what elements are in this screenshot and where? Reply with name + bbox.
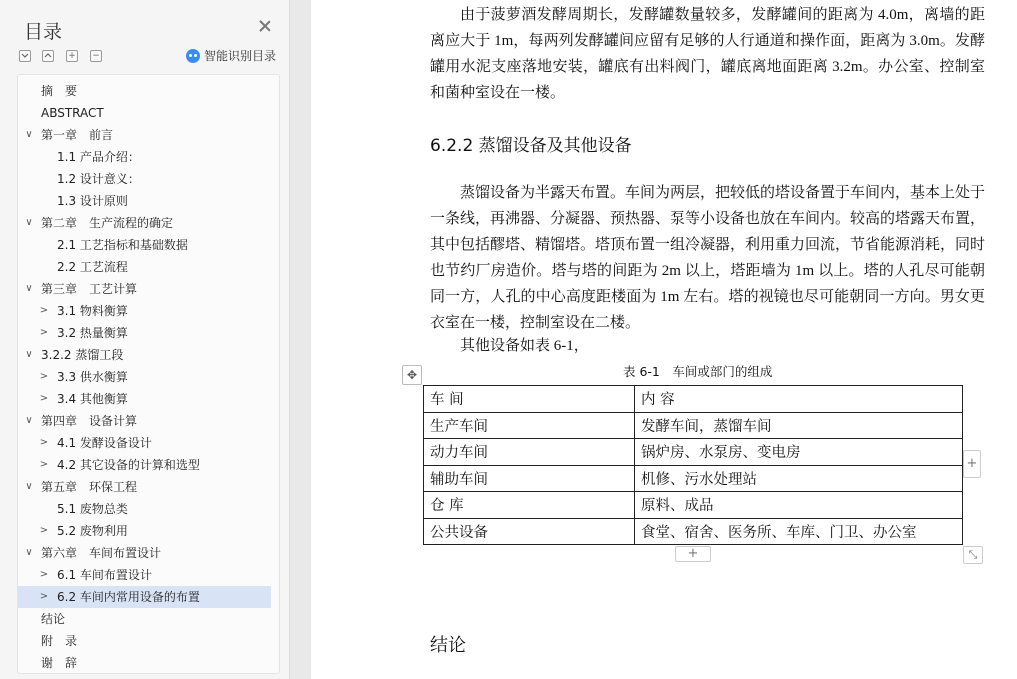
- chevron-right-icon[interactable]: >: [39, 327, 49, 338]
- toc-item[interactable]: [18, 586, 271, 608]
- toc-item-label: 6.2 车间内常用设备的布置: [57, 590, 200, 604]
- toc-item[interactable]: [18, 564, 271, 586]
- toc-item-label: 1.2 设计意义：: [57, 172, 140, 186]
- toc-item[interactable]: [18, 212, 271, 234]
- toc-item[interactable]: [18, 476, 271, 498]
- add-heading-icon[interactable]: +: [66, 50, 78, 62]
- toc-item[interactable]: [18, 630, 271, 652]
- toc-item-label: 3.3 供水衡算: [57, 370, 128, 384]
- chevron-down-icon[interactable]: ∨: [25, 415, 33, 426]
- toc-item-label: 3.1 物料衡算: [57, 304, 128, 318]
- table-cell[interactable]: 动力车间: [424, 439, 635, 466]
- table-caption: 表 6-1 车间或部门的组成: [623, 364, 773, 379]
- table-row: [424, 465, 963, 492]
- toc-item-label: 5.1 废物总类: [57, 502, 128, 516]
- chevron-right-icon[interactable]: >: [39, 437, 49, 448]
- smart-toc-label: 智能识别目录: [204, 49, 277, 63]
- toc-item[interactable]: [18, 498, 271, 520]
- table-cell[interactable]: 公共设备: [424, 518, 635, 545]
- paragraph-distillation: 蒸馏设备为半露天布置。车间为两层，把较低的塔设备置于车间内，基本上处于一条线，再沸器、分凝器、预热器、泵等小设备也放在车间内。较高的塔露天布置，其中包括醪塔、精馏塔。塔顶布置一组冷凝器，利用重力回流，节省能源消耗，同时也节约厂房造价。塔与塔的间距为 2m 以上，塔距墙为 1m 以上。塔的人孔尽可能朝同一方，人孔的中心高度距楼面为 1m 左右。塔的视镜也尽可能朝同一方向。男女更衣室在一楼，控制室设在二楼。: [430, 185, 986, 331]
- toc-item-label: 3.4 其他衡算: [57, 392, 128, 406]
- toc-item-label: 5.2 废物利用: [57, 524, 128, 538]
- toc-item-label: 第二章 生产流程的确定: [41, 216, 174, 230]
- toc-item-label: 2.2 工艺流程: [57, 260, 128, 274]
- toc-item[interactable]: [18, 168, 271, 190]
- toc-item[interactable]: [18, 278, 271, 300]
- chevron-right-icon[interactable]: >: [39, 305, 49, 316]
- toc-item-label: 4.1 发酵设备设计: [57, 436, 152, 450]
- table-move-icon[interactable]: ✥: [402, 365, 422, 385]
- toc-item-label: 2.1 工艺指标和基础数据: [57, 238, 188, 252]
- table-cell[interactable]: 发酵车间，蒸馏车间: [635, 412, 963, 439]
- toc-item[interactable]: [18, 300, 271, 322]
- table-cell[interactable]: 生产车间: [424, 412, 635, 439]
- chevron-right-icon[interactable]: >: [39, 569, 49, 580]
- chevron-right-icon[interactable]: >: [39, 459, 49, 470]
- toc-item[interactable]: [18, 608, 271, 630]
- toc-item[interactable]: [18, 190, 271, 212]
- document-page: [311, 0, 1017, 679]
- toc-item[interactable]: [18, 234, 271, 256]
- remove-heading-icon[interactable]: −: [90, 50, 102, 62]
- toc-item-label: 第一章 前言: [41, 128, 114, 142]
- toc-title: 目录: [24, 21, 63, 43]
- toc-item[interactable]: [18, 388, 271, 410]
- table-cell[interactable]: 机修、污水处理站: [635, 465, 963, 492]
- toc-item-label: 第五章 环保工程: [41, 480, 138, 494]
- chevron-right-icon[interactable]: >: [39, 393, 49, 404]
- chevron-down-icon[interactable]: ∨: [25, 349, 33, 360]
- chevron-down-icon[interactable]: ∨: [25, 283, 33, 294]
- toc-item[interactable]: [18, 80, 271, 102]
- toc-item[interactable]: [18, 256, 271, 278]
- table-cell[interactable]: 仓 库: [424, 492, 635, 519]
- toc-item[interactable]: [18, 146, 271, 168]
- section-heading-6-2-2: 6.2.2 蒸馏设备及其他设备: [430, 136, 632, 156]
- collapse-all-icon[interactable]: [19, 50, 31, 62]
- toc-item-label: 附 录: [41, 634, 78, 648]
- toc-sidebar: [0, 0, 290, 679]
- table-header-cell[interactable]: 内 容: [635, 386, 963, 413]
- toc-item-label: ABSTRACT: [41, 106, 104, 120]
- chevron-down-icon[interactable]: ∨: [25, 217, 33, 228]
- table-row: [424, 412, 963, 439]
- add-column-button[interactable]: +: [963, 450, 981, 478]
- toc-item-label: 摘 要: [41, 84, 78, 98]
- toc-item-label: 第六章 车间布置设计: [41, 546, 162, 560]
- table-row: [424, 386, 963, 413]
- paragraph-other-equipment: 其他设备如表 6-1，: [460, 338, 589, 354]
- table-cell[interactable]: 锅炉房、水泵房、变电房: [635, 439, 963, 466]
- toc-item[interactable]: [18, 652, 271, 674]
- toc-item-label: 谢 辞: [41, 656, 78, 670]
- chevron-right-icon[interactable]: >: [39, 525, 49, 536]
- toc-item-label: 结论: [41, 612, 66, 626]
- table-row: [424, 439, 963, 466]
- table-cell[interactable]: 食堂、宿舍、医务所、车库、门卫、办公室: [635, 518, 963, 545]
- table-resize-icon[interactable]: ⤡: [963, 546, 983, 564]
- smart-robot-icon: [186, 49, 200, 63]
- toc-item[interactable]: [18, 410, 271, 432]
- toc-item[interactable]: [18, 124, 271, 146]
- toc-item-label: 3.2.2 蒸馏工段: [41, 348, 124, 362]
- table-cell[interactable]: 辅助车间: [424, 465, 635, 492]
- conclusion-heading: 结论: [430, 635, 466, 656]
- toc-item[interactable]: [18, 102, 271, 124]
- smart-toc-button[interactable]: [186, 47, 276, 64]
- toc-item-label: 第三章 工艺计算: [41, 282, 138, 296]
- table-cell[interactable]: 原料、成品: [635, 492, 963, 519]
- toc-item-label: 第四章 设备计算: [41, 414, 138, 428]
- toc-item[interactable]: [18, 322, 271, 344]
- toc-item-label: 1.3 设计原则: [57, 194, 128, 208]
- add-row-button[interactable]: +: [675, 546, 711, 562]
- chevron-right-icon[interactable]: >: [39, 591, 49, 602]
- toc-item[interactable]: [18, 454, 271, 476]
- chevron-down-icon[interactable]: ∨: [25, 481, 33, 492]
- table-row: [424, 518, 963, 545]
- workshop-table[interactable]: [423, 385, 963, 545]
- chevron-right-icon[interactable]: >: [39, 371, 49, 382]
- toc-item[interactable]: [18, 542, 271, 564]
- toc-list: [17, 74, 280, 674]
- chevron-down-icon[interactable]: ∨: [25, 547, 33, 558]
- toc-item[interactable]: [18, 520, 271, 542]
- toc-item-label: 6.1 车间布置设计: [57, 568, 152, 582]
- toc-item[interactable]: [18, 366, 271, 388]
- toc-item-label: 3.2 热量衡算: [57, 326, 128, 340]
- chevron-down-icon[interactable]: ∨: [25, 129, 33, 140]
- sidebar-scrollbar[interactable]: [291, 0, 310, 679]
- toc-item-label: 4.2 其它设备的计算和选型: [57, 458, 200, 472]
- paragraph-fermentation: 由于菠萝酒发酵周期长，发酵罐数量较多，发酵罐间的距离为 4.0m，离墙的距离应大于 1m，每两列发酵罐间应留有足够的人行通道和操作面，距离为 3.0m。发酵罐用水泥支座落地安装，罐底有出料阀门，罐底离地面距离 3.2m。办公室、控制室和菌种室设在一楼。: [430, 7, 985, 101]
- table-header-cell[interactable]: 车 间: [424, 386, 635, 413]
- table-row: [424, 492, 963, 519]
- toc-item-label: 1.1 产品介绍：: [57, 150, 140, 164]
- toc-item[interactable]: [18, 344, 271, 366]
- toc-item[interactable]: [18, 432, 271, 454]
- close-icon[interactable]: [258, 19, 272, 33]
- expand-all-icon[interactable]: [42, 50, 54, 62]
